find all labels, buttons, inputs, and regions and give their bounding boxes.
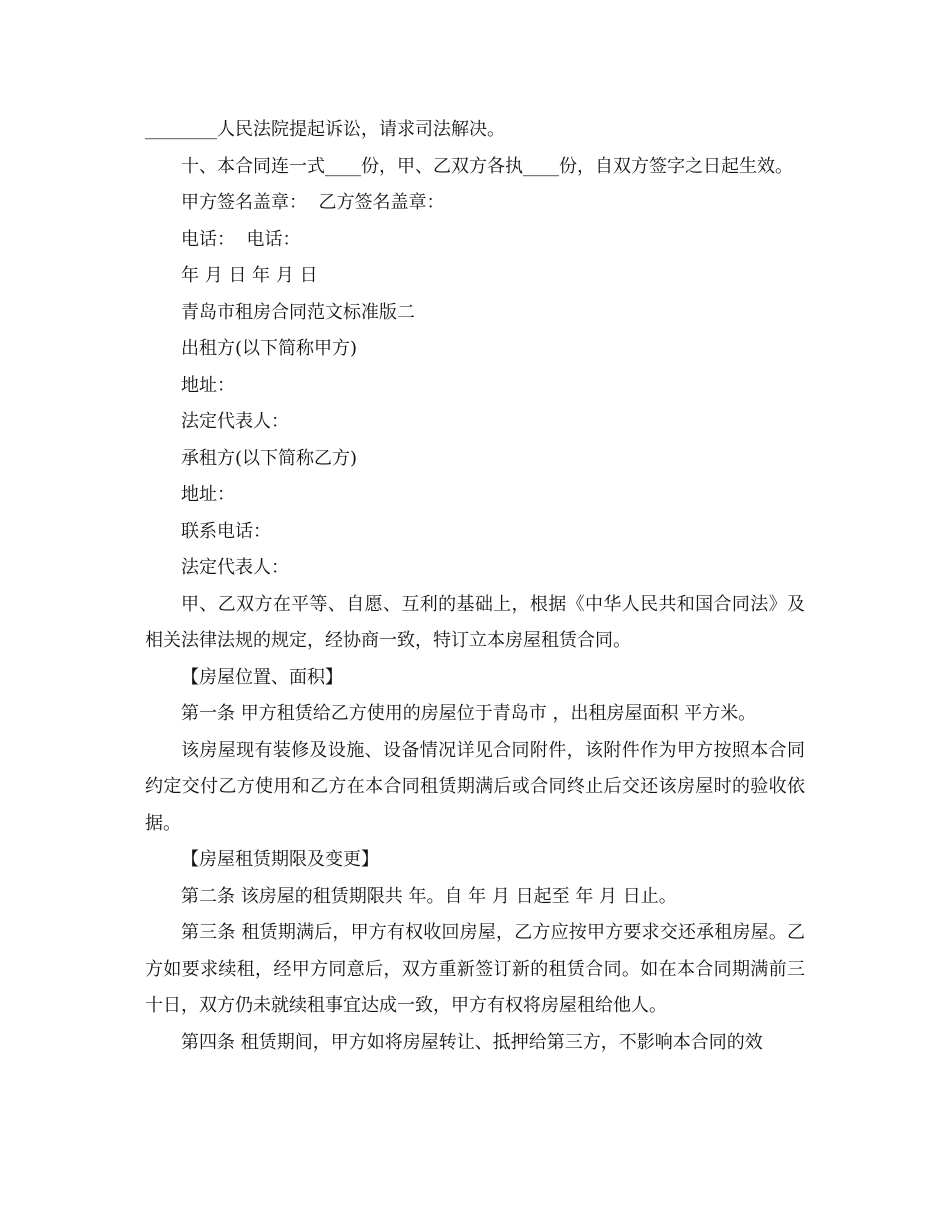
paragraph: 第三条 租赁期满后，甲方有权收回房屋，乙方应按甲方要求交还承租房屋。乙方如要求续租，经甲方同意后，双方重新签订新的租赁合同。如在本合同期满前三十日，双方仍未就续租事宜达成一致，甲方有权将房屋租给他人。 — [145, 922, 805, 1016]
paragraph: 地址： — [181, 484, 235, 505]
paragraph: 第四条 租赁期间，甲方如将房屋转让、抵押给第三方，不影响本合同的效 — [181, 1031, 763, 1053]
paragraph: 十、本合同连一式____份，甲、乙双方各执____份，自双方签字之日起生效。 — [181, 155, 793, 177]
paragraph: 青岛市租房合同范文标准版二 — [181, 301, 415, 323]
paragraph: 法定代表人： — [181, 557, 289, 578]
paragraph: 该房屋现有装修及设施、设备情况详见合同附件，该附件作为甲方按照本合同约定交付乙方使用和乙方在本合同租赁期满后或合同终止后交还该房屋时的验收依据。 — [145, 739, 805, 834]
paragraph: 法定代表人： — [181, 411, 289, 432]
paragraph: 甲方签名盖章： 乙方签名盖章： — [181, 192, 445, 213]
document-body — [145, 112, 805, 1061]
paragraph: 第一条 甲方租赁给乙方使用的房屋位于青岛市 ，出租房屋面积 平方米。 — [181, 703, 757, 724]
paragraph: 电话： 电话： — [181, 228, 301, 250]
paragraph: 第二条 该房屋的租赁期限共 年。自 年 月 日起至 年 月 日止。 — [181, 885, 677, 907]
paragraph: 年 月 日 年 月 日 — [181, 265, 318, 286]
paragraph: ________人民法院提起诉讼，请求司法解决。 — [145, 119, 505, 140]
paragraph: 联系电话： — [181, 520, 271, 542]
paragraph: 甲、乙双方在平等、自愿、互利的基础上，根据《中华人民共和国合同法》及相关法律法规的规定，经协商一致，特订立本房屋租赁合同。 — [145, 593, 805, 651]
paragraph: 地址： — [181, 374, 235, 396]
paragraph: 【房屋位置、面积】 — [181, 666, 343, 688]
paragraph: 【房屋租赁期限及变更】 — [181, 849, 379, 870]
paragraph: 出租方(以下简称甲方) — [181, 338, 358, 359]
paragraph: 承租方(以下简称乙方) — [181, 447, 358, 469]
